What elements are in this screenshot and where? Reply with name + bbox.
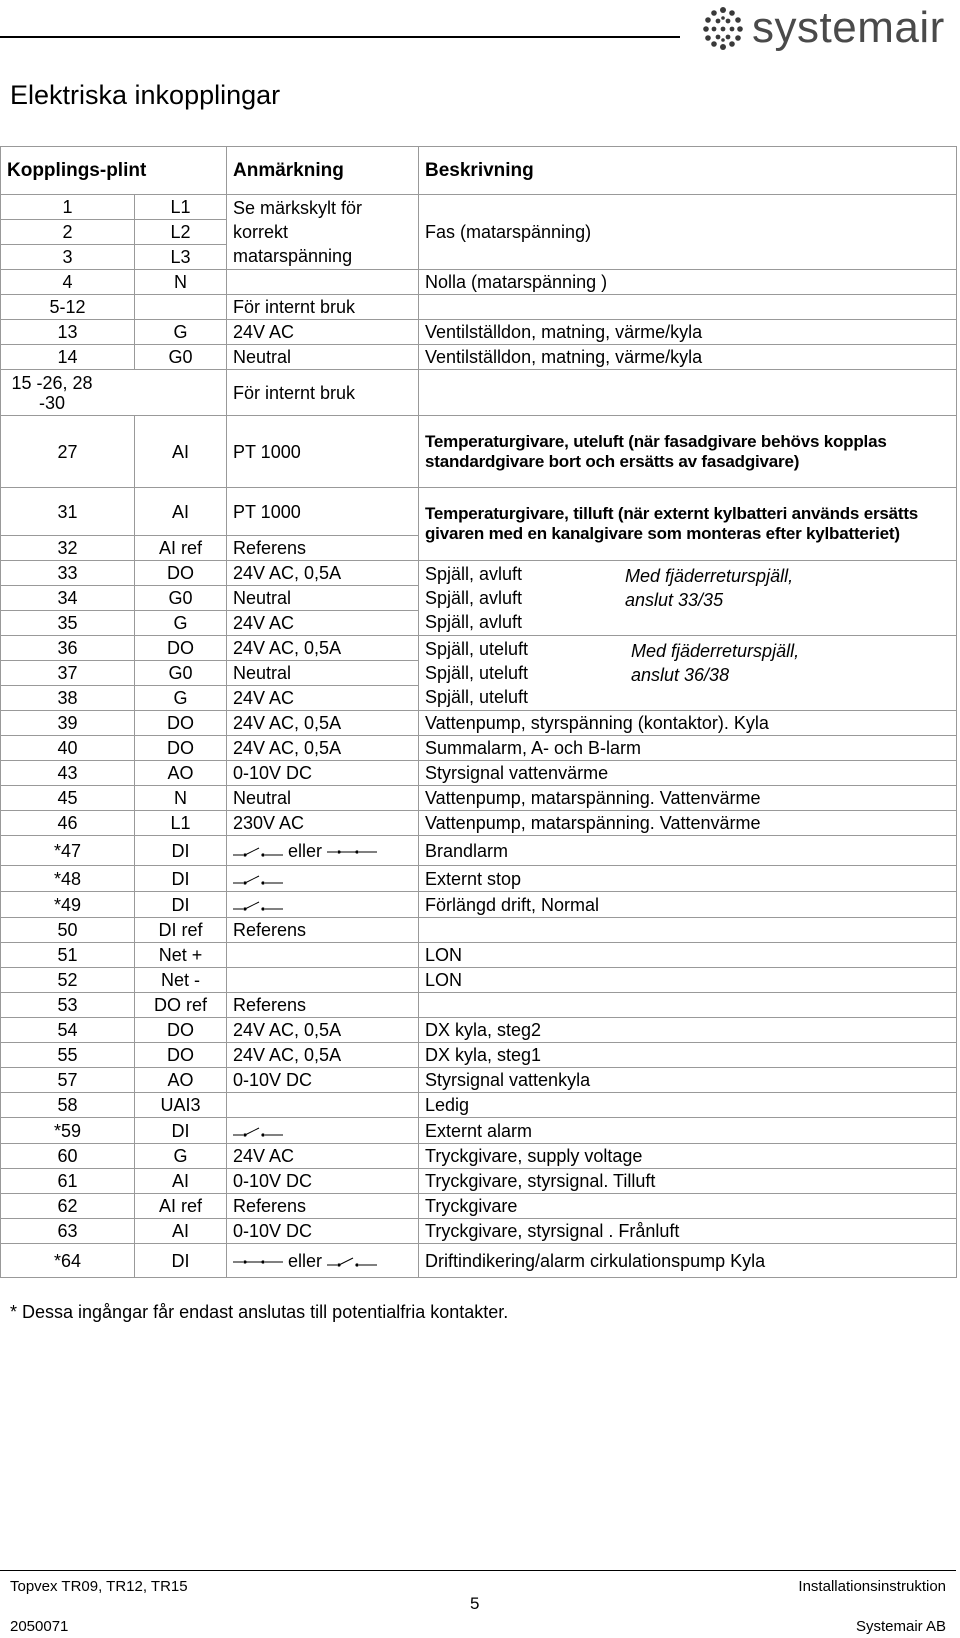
terminal-note xyxy=(227,836,419,866)
table-row xyxy=(1,270,957,295)
footer-doc-number: 2050071 xyxy=(10,1618,69,1635)
terminal-description xyxy=(419,370,957,416)
table-row xyxy=(1,761,957,786)
group-description: Fas (matarspänning) xyxy=(419,195,957,270)
terminal-number: 54 xyxy=(1,1018,135,1043)
normally-closed-switch-icon xyxy=(327,845,377,859)
terminal-note xyxy=(227,866,419,892)
terminal-description: Summalarm, A- och B-larm xyxy=(419,736,957,761)
table-row xyxy=(1,1068,957,1093)
terminal-description: Externt alarm xyxy=(419,1118,957,1144)
footer-company: Systemair AB xyxy=(855,1618,946,1635)
terminal-description: DX kyla, steg1 xyxy=(419,1043,957,1068)
terminal-description: Vattenpump, styrspänning (kontaktor). Kyla xyxy=(419,711,957,736)
terminal-description: Förlängd drift, Normal xyxy=(419,892,957,918)
terminal-code: DI ref xyxy=(135,918,227,943)
terminal-code: AI ref xyxy=(135,536,227,561)
terminal-code: DO xyxy=(135,736,227,761)
normally-open-switch-icon xyxy=(327,1255,377,1269)
terminal-note: 24V AC, 0,5A xyxy=(227,1043,419,1068)
terminal-code: G0 xyxy=(135,586,227,611)
terminal-number: 52 xyxy=(1,968,135,993)
terminal-number: 13 xyxy=(1,320,135,345)
terminal-note xyxy=(227,1093,419,1118)
terminal-number: 38 xyxy=(1,686,135,711)
terminal-number: 1 xyxy=(1,195,135,220)
terminal-note: 24V AC xyxy=(227,320,419,345)
terminal-description: Vattenpump, matarspänning. Vattenvärme xyxy=(419,811,957,836)
terminal-number: 35 xyxy=(1,611,135,636)
header-rule xyxy=(0,36,680,38)
terminal-description: Tryckgivare xyxy=(419,1194,957,1219)
terminal-number: 51 xyxy=(1,943,135,968)
terminal-number: 34 xyxy=(1,586,135,611)
table-row xyxy=(1,1169,957,1194)
terminal-note xyxy=(227,892,419,918)
terminal-number: 62 xyxy=(1,1194,135,1219)
terminal-note: För internt bruk xyxy=(227,295,419,320)
terminal-code: AI xyxy=(135,1169,227,1194)
terminal-number: 33 xyxy=(1,561,135,586)
terminal-note: 24V AC, 0,5A xyxy=(227,561,419,586)
normally-open-switch-icon xyxy=(233,899,283,913)
terminal-description xyxy=(419,993,957,1018)
table-row xyxy=(1,1043,957,1068)
terminal-code: DI xyxy=(135,836,227,866)
page-title: Elektriska inkopplingar xyxy=(10,80,281,110)
terminal-code: DO xyxy=(135,561,227,586)
terminal-note xyxy=(227,968,419,993)
terminal-code: AI ref xyxy=(135,1194,227,1219)
terminal-description: Ledig xyxy=(419,1093,957,1118)
terminal-number: 4 xyxy=(1,270,135,295)
terminal-description xyxy=(419,918,957,943)
terminal-note xyxy=(227,943,419,968)
terminal-number: 3 xyxy=(1,245,135,270)
terminal-code: DI xyxy=(135,1244,227,1278)
terminal-description: Styrsignal vattenkyla xyxy=(419,1068,957,1093)
terminal-number: 40 xyxy=(1,736,135,761)
terminal-note: 0-10V DC xyxy=(227,1169,419,1194)
header-beskrivning: Beskrivning xyxy=(419,147,957,195)
terminal-number xyxy=(1,370,227,416)
terminal-number: 5-12 xyxy=(1,295,135,320)
terminal-note: 24V AC, 0,5A xyxy=(227,1018,419,1043)
table-row xyxy=(1,320,957,345)
page-number: 5 xyxy=(470,1594,480,1613)
terminal-note: 24V AC, 0,5A xyxy=(227,711,419,736)
terminal-code: DO xyxy=(135,1043,227,1068)
table-row xyxy=(1,1118,957,1144)
terminal-number: *48 xyxy=(1,866,135,892)
terminal-number: 60 xyxy=(1,1144,135,1169)
terminal-code: L2 xyxy=(135,220,227,245)
header-col1-label: Kopplings-plint xyxy=(7,159,147,181)
table-row xyxy=(1,943,957,968)
normally-open-switch-icon xyxy=(233,873,283,887)
table-header-row xyxy=(1,147,957,195)
footer-rule xyxy=(0,1570,956,1571)
terminal-description: Temperaturgivare, tilluft (när externt kylbatteri används ersätts givaren med en kanalgivare som monteras efter kylbatteriet) xyxy=(419,488,957,561)
terminal-number: 2 xyxy=(1,220,135,245)
terminal-description: Spjäll, uteluft xyxy=(425,687,529,707)
table-row xyxy=(1,1219,957,1244)
damper-group-2 xyxy=(419,636,957,711)
terminal-note: 24V AC xyxy=(227,686,419,711)
terminal-code: L1 xyxy=(135,195,227,220)
terminal-note: Referens xyxy=(227,918,419,943)
terminal-description: Spjäll, avluft xyxy=(425,588,523,608)
terminal-description: Temperaturgivare, uteluft (när fasadgivare behövs kopplas standardgivare bort och ersätts av fasadgivare) xyxy=(419,416,957,488)
table-row xyxy=(1,1144,957,1169)
terminal-number: 53 xyxy=(1,993,135,1018)
damper-group-1 xyxy=(419,561,957,636)
terminal-number: *64 xyxy=(1,1244,135,1278)
terminal-note xyxy=(227,1118,419,1144)
terminal-note: Neutral xyxy=(227,345,419,370)
terminal-note: PT 1000 xyxy=(227,416,419,488)
terminal-note: Referens xyxy=(227,1194,419,1219)
terminal-note: 24V AC, 0,5A xyxy=(227,736,419,761)
terminal-number: 32 xyxy=(1,536,135,561)
terminal-number: 50 xyxy=(1,918,135,943)
terminal-number: 58 xyxy=(1,1093,135,1118)
terminal-number: 36 xyxy=(1,636,135,661)
table-row xyxy=(1,561,957,586)
terminal-code: DO ref xyxy=(135,993,227,1018)
terminal-note: 24V AC xyxy=(227,611,419,636)
terminal-description: Spjäll, avluft xyxy=(425,564,523,584)
header-kopplingsplint xyxy=(1,147,227,195)
terminal-description: Ventilställdon, matning, värme/kyla xyxy=(419,345,957,370)
terminal-description xyxy=(419,295,957,320)
terminal-note: 24V AC xyxy=(227,1144,419,1169)
table-row xyxy=(1,416,957,488)
terminal-number: 46 xyxy=(1,811,135,836)
terminal-number: 43 xyxy=(1,761,135,786)
terminal-note: Neutral xyxy=(227,661,419,686)
table-row xyxy=(1,993,957,1018)
normally-open-switch-icon xyxy=(233,845,283,859)
terminal-code: AI xyxy=(135,488,227,536)
terminal-code: AI xyxy=(135,1219,227,1244)
normally-open-switch-icon xyxy=(233,1125,283,1139)
terminal-description: Externt stop xyxy=(419,866,957,892)
terminal-description: LON xyxy=(419,968,957,993)
terminal-number: 27 xyxy=(1,416,135,488)
table-row xyxy=(1,345,957,370)
terminal-code: L3 xyxy=(135,245,227,270)
terminal-code: DI xyxy=(135,866,227,892)
terminal-note: Referens xyxy=(227,536,419,561)
terminal-code: Net + xyxy=(135,943,227,968)
terminal-number: *47 xyxy=(1,836,135,866)
terminal-code: UAI3 xyxy=(135,1093,227,1118)
terminal-description: Brandlarm xyxy=(419,836,957,866)
terminal-number: 39 xyxy=(1,711,135,736)
terminal-note: För internt bruk xyxy=(227,370,419,416)
terminal-number: *49 xyxy=(1,892,135,918)
table-row xyxy=(1,1194,957,1219)
logo-dots-icon xyxy=(700,5,746,51)
terminal-note xyxy=(227,1244,419,1278)
terminal-note: Referens xyxy=(227,993,419,1018)
table-row xyxy=(1,968,957,993)
terminal-range: 15 -26, 28 -30 xyxy=(11,372,93,413)
table-row xyxy=(1,1018,957,1043)
terminal-code: G0 xyxy=(135,661,227,686)
terminal-code: DO xyxy=(135,636,227,661)
terminal-code xyxy=(135,295,227,320)
terminal-note: 0-10V DC xyxy=(227,761,419,786)
terminal-description: Tryckgivare, supply voltage xyxy=(419,1144,957,1169)
terminal-description: Spjäll, uteluft xyxy=(425,663,529,683)
footnote: * Dessa ingångar får endast anslutas till potentialfria kontakter. xyxy=(10,1302,509,1322)
group-note: Se märkskylt för korrekt matarspänning xyxy=(227,195,419,270)
terminal-code: DI xyxy=(135,892,227,918)
terminal-number: 61 xyxy=(1,1169,135,1194)
terminal-number: 55 xyxy=(1,1043,135,1068)
table-row xyxy=(1,866,957,892)
terminal-number: 31 xyxy=(1,488,135,536)
table-row xyxy=(1,1093,957,1118)
terminal-number: 37 xyxy=(1,661,135,686)
table-row xyxy=(1,370,957,416)
terminal-code: G xyxy=(135,611,227,636)
damper-note: Med fjäderreturspjäll, anslut 36/38 xyxy=(631,641,800,685)
brand-name: systemair xyxy=(752,3,945,52)
terminal-number: *59 xyxy=(1,1118,135,1144)
terminal-description: Tryckgivare, styrsignal . Frånluft xyxy=(419,1219,957,1244)
footer-product: Topvex TR09, TR12, TR15 xyxy=(10,1578,188,1595)
terminal-description: Spjäll, avluft xyxy=(425,612,523,632)
terminal-code: Net - xyxy=(135,968,227,993)
terminal-note: 0-10V DC xyxy=(227,1068,419,1093)
terminal-description: Tryckgivare, styrsignal. Tilluft xyxy=(419,1169,957,1194)
terminal-description: Nolla (matarspänning ) xyxy=(419,270,957,295)
table-row xyxy=(1,836,957,866)
terminal-note: Neutral xyxy=(227,786,419,811)
terminal-code: L1 xyxy=(135,811,227,836)
terminal-note: PT 1000 xyxy=(227,488,419,536)
terminal-code: N xyxy=(135,786,227,811)
table-row xyxy=(1,918,957,943)
terminal-code: G xyxy=(135,686,227,711)
terminal-description: DX kyla, steg2 xyxy=(419,1018,957,1043)
table-row xyxy=(1,1244,957,1278)
systemair-logo xyxy=(700,2,945,54)
footer-doc-type: Installationsinstruktion xyxy=(798,1578,946,1595)
terminal-note: 24V AC, 0,5A xyxy=(227,636,419,661)
terminal-number: 14 xyxy=(1,345,135,370)
connections-table xyxy=(0,146,957,1278)
table-row xyxy=(1,488,957,536)
terminal-description: Driftindikering/alarm cirkulationspump Kyla xyxy=(419,1244,957,1278)
terminal-note: 0-10V DC xyxy=(227,1219,419,1244)
table-row xyxy=(1,711,957,736)
terminal-code: DO xyxy=(135,711,227,736)
terminal-note: 230V AC xyxy=(227,811,419,836)
eller-label: eller xyxy=(288,840,323,861)
terminal-note: Neutral xyxy=(227,586,419,611)
terminal-code: G0 xyxy=(135,345,227,370)
table-row xyxy=(1,811,957,836)
table-row xyxy=(1,636,957,661)
terminal-description: LON xyxy=(419,943,957,968)
terminal-code: DI xyxy=(135,1118,227,1144)
table-row xyxy=(1,295,957,320)
terminal-number: 63 xyxy=(1,1219,135,1244)
table-row xyxy=(1,786,957,811)
terminal-description: Vattenpump, matarspänning. Vattenvärme xyxy=(419,786,957,811)
terminal-description: Ventilställdon, matning, värme/kyla xyxy=(419,320,957,345)
terminal-code: DO xyxy=(135,1018,227,1043)
terminal-code: N xyxy=(135,270,227,295)
terminal-note xyxy=(227,270,419,295)
terminal-number: 57 xyxy=(1,1068,135,1093)
terminal-code: AO xyxy=(135,1068,227,1093)
terminal-description: Styrsignal vattenvärme xyxy=(419,761,957,786)
terminal-code: AO xyxy=(135,761,227,786)
normally-closed-switch-icon xyxy=(233,1255,283,1269)
eller-label: eller xyxy=(288,1250,323,1271)
terminal-code: AI xyxy=(135,416,227,488)
terminal-code: G xyxy=(135,1144,227,1169)
table-row xyxy=(1,195,957,220)
terminal-number: 45 xyxy=(1,786,135,811)
damper-note: Med fjäderreturspjäll, anslut 33/35 xyxy=(625,566,794,610)
terminal-code: G xyxy=(135,320,227,345)
header-anmarkning: Anmärkning xyxy=(227,147,419,195)
terminal-description: Spjäll, uteluft xyxy=(425,639,529,659)
table-row xyxy=(1,892,957,918)
table-row xyxy=(1,736,957,761)
